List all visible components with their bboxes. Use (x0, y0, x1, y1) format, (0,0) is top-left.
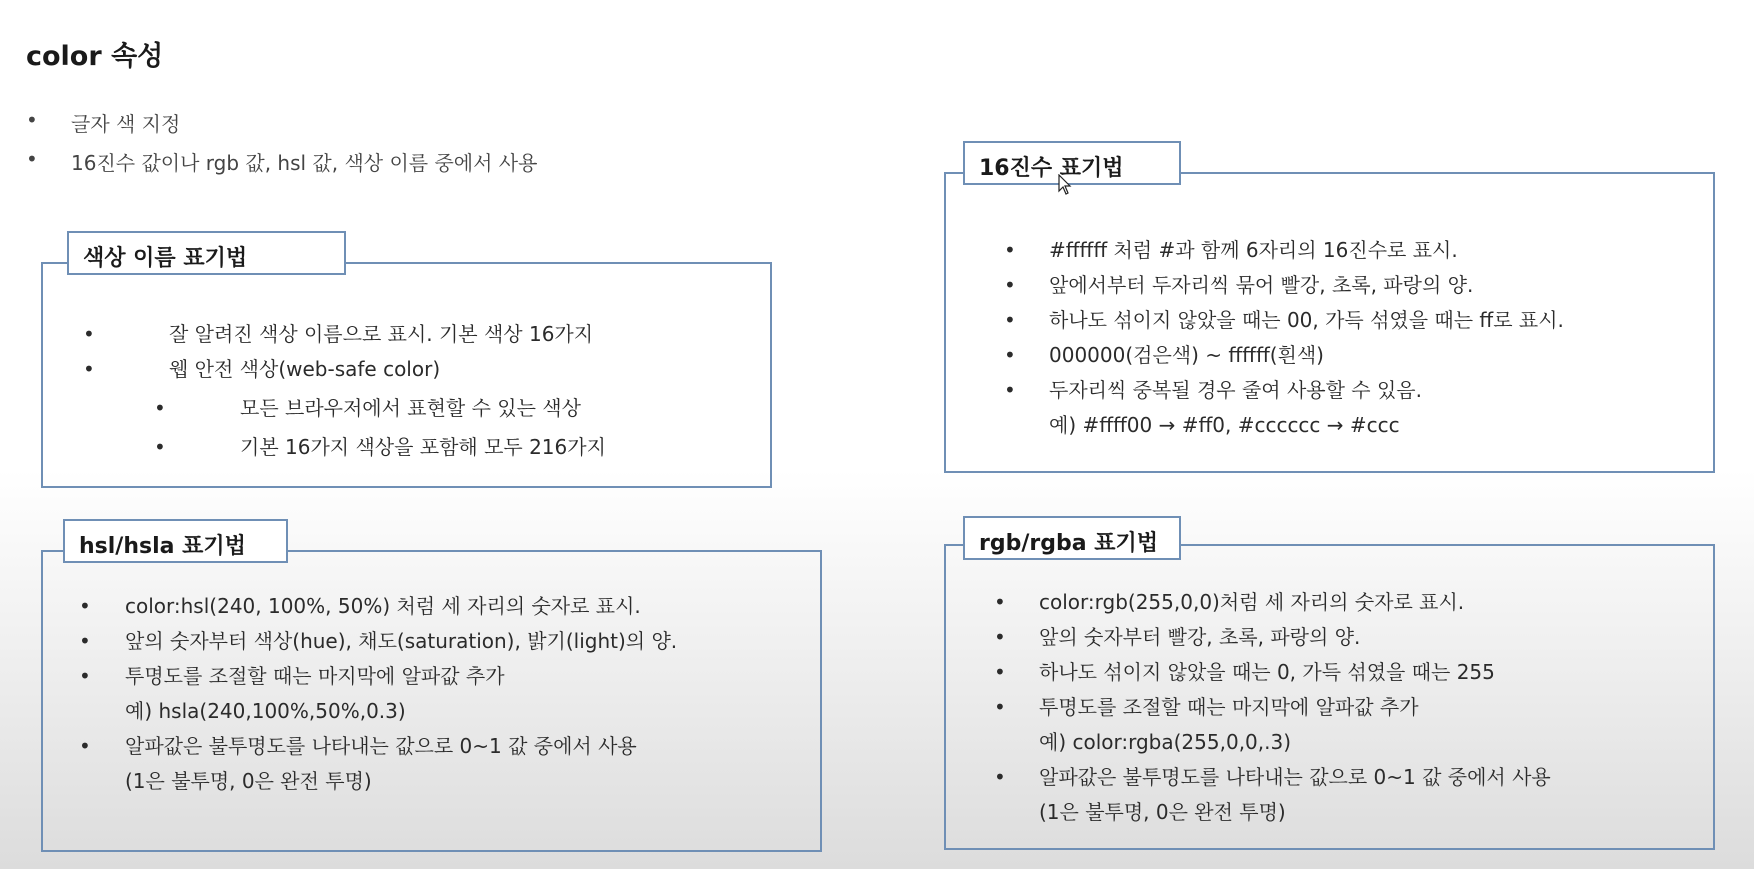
hsl-box (41, 550, 822, 852)
list-item-text: 투명도를 조절할 때는 마지막에 알파값 추가 (125, 664, 505, 688)
bullet: • (994, 590, 1006, 614)
list-item: • 16진수 값이나 rgb 값, hsl 값, 색상 이름 중에서 사용 (26, 147, 537, 186)
hex-box (944, 172, 1715, 473)
bullet: • (1004, 308, 1016, 332)
list-item-text: 하나도 섞이지 않았을 때는 00, 가득 섞였을 때는 ff로 표시. (1049, 308, 1564, 332)
bullet: • (154, 396, 166, 420)
rgb-heading: rgb/rgba 표기법 (963, 516, 1181, 560)
list-item-text: 앞에서부터 두자리씩 묶어 빨강, 초록, 파랑의 양. (1049, 273, 1474, 297)
bullet: • (1004, 343, 1016, 367)
bullet: • (1004, 378, 1016, 402)
mouse-cursor-icon (1058, 174, 1072, 196)
bullet: • (994, 695, 1006, 719)
color-name-box (41, 262, 772, 488)
list-item-text: (1은 불투명, 0은 완전 투명) (1039, 800, 1286, 824)
list-item-text: 알파값은 불투명도를 나타내는 값으로 0~1 값 중에서 사용 (125, 734, 637, 758)
list-item-text: 앞의 숫자부터 색상(hue), 채도(saturation), 밝기(light)의 양. (125, 629, 678, 653)
list-item-text: 잘 알려진 색상 이름으로 표시. 기본 색상 16가지 (169, 322, 594, 346)
list-item-text: 웹 안전 색상(web-safe color) (169, 357, 441, 381)
bullet: • (79, 629, 91, 653)
list-item-text: 투명도를 조절할 때는 마지막에 알파값 추가 (1039, 695, 1419, 719)
hex-heading: 16진수 표기법 (963, 141, 1181, 185)
bullet: • (994, 765, 1006, 789)
list-item-text: color:rgb(255,0,0)처럼 세 자리의 숫자로 표시. (1039, 590, 1465, 614)
bullet: • (994, 625, 1006, 649)
list-item-text: 예) hsla(240,100%,50%,0.3) (125, 699, 406, 723)
bullet: • (154, 435, 166, 459)
hsl-heading: hsl/hsla 표기법 (63, 519, 288, 563)
list-item-text: 모든 브라우저에서 표현할 수 있는 색상 (240, 396, 581, 420)
bullet: • (994, 660, 1006, 684)
list-item-text: 기본 16가지 색상을 포함해 모두 216가지 (240, 435, 606, 459)
bullet: • (1004, 273, 1016, 297)
list-item-text: color:hsl(240, 100%, 50%) 처럼 세 자리의 숫자로 표시. (125, 594, 641, 618)
bullet: • (1004, 238, 1016, 262)
bullet: • (83, 357, 95, 381)
bullet: • (79, 664, 91, 688)
list-item-text: 예) color:rgba(255,0,0,.3) (1039, 730, 1292, 754)
bullet: • (79, 594, 91, 618)
rgb-box (944, 544, 1715, 850)
bullet: • (83, 322, 95, 346)
list-item-text: 알파값은 불투명도를 나타내는 값으로 0~1 값 중에서 사용 (1039, 765, 1551, 789)
color-name-heading: 색상 이름 표기법 (67, 231, 346, 275)
list-item-text: 000000(검은색) ~ ffffff(흰색) (1049, 343, 1324, 367)
bullet: • (79, 734, 91, 758)
list-item-text: #ffffff 처럼 #과 함께 6자리의 16진수로 표시. (1049, 238, 1458, 262)
intro-list (26, 108, 537, 186)
list-item: • 글자 색 지정 (26, 108, 537, 147)
page-title: color 속성 (26, 41, 164, 72)
list-item-text: 예) #ffff00 → #ff0, #cccccc → #ccc (1049, 413, 1400, 437)
list-item-text: (1은 불투명, 0은 완전 투명) (125, 769, 372, 793)
list-item-text: 하나도 섞이지 않았을 때는 0, 가득 섞였을 때는 255 (1039, 660, 1495, 684)
list-item-text: 앞의 숫자부터 빨강, 초록, 파랑의 양. (1039, 625, 1361, 649)
list-item-text: 두자리씩 중복될 경우 줄여 사용할 수 있음. (1049, 378, 1422, 402)
